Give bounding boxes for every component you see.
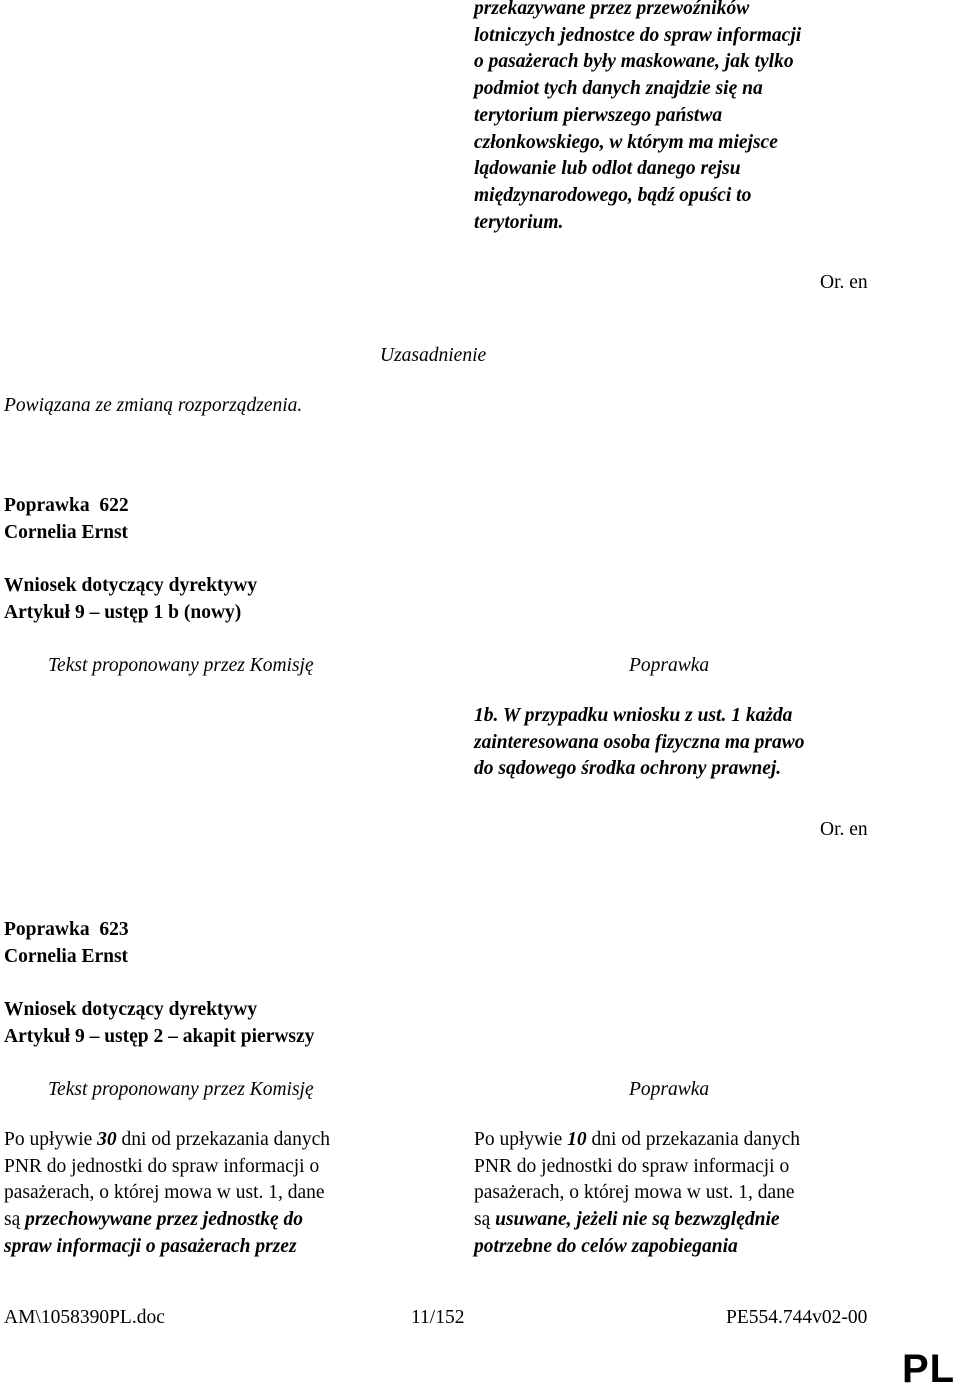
proposal-title: Wniosek dotyczący dyrektywy <box>4 575 258 596</box>
text-line: przekazywane przez przewoźników <box>474 0 750 19</box>
column-header-commission: Tekst proponowany przez Komisję <box>48 1079 314 1100</box>
origin-language: Or. en <box>820 272 868 293</box>
justification-text: Powiązana ze zmianą rozporządzenia. <box>4 395 303 416</box>
text-line: członkowskiego, w którym ma miejsce <box>474 131 778 153</box>
text-line: pasażerach, o której mowa w ust. 1, dane <box>4 1182 325 1204</box>
text-line: do sądowego środka ochrony prawnej. <box>474 758 782 780</box>
column-header-amendment: Poprawka <box>629 1079 710 1100</box>
text-line: 1b. W przypadku wniosku z ust. 1 każda <box>474 705 793 726</box>
text-line: lądowanie lub odlot danego rejsu <box>474 158 741 180</box>
article-reference: Artykuł 9 – ustęp 1 b (nowy) <box>4 602 242 623</box>
text-line: spraw informacji o pasażerach przez <box>4 1235 297 1257</box>
amendment-number: Poprawka 623 <box>4 919 129 940</box>
text-line: o pasażerach były maskowane, jak tylko <box>474 51 794 73</box>
justification-heading: Uzasadnienie <box>380 345 487 366</box>
proposal-title: Wniosek dotyczący dyrektywy <box>4 999 258 1020</box>
text-line: pasażerach, o której mowa w ust. 1, dane <box>474 1182 795 1204</box>
continuation-text <box>474 0 874 236</box>
origin-language: Or. en <box>820 819 868 840</box>
text-line: są usuwane, jeżeli nie są bezwzględnie <box>474 1209 780 1231</box>
commission-text <box>4 1127 404 1261</box>
text-line: międzynarodowego, bądź opuści to <box>474 184 752 206</box>
text-line: potrzebne do celów zapobiegania <box>474 1235 738 1257</box>
text-line: są przechowywane przez jednostkę do <box>4 1209 303 1231</box>
text-line: lotniczych jednostce do spraw informacji <box>474 24 802 46</box>
language-badge: PL <box>902 1347 956 1391</box>
amendment-text <box>474 703 874 783</box>
document-reference: AM\1058390PL.doc <box>4 1307 165 1328</box>
column-header-commission: Tekst proponowany przez Komisję <box>48 655 314 676</box>
text-line: Po upływie 30 dni od przekazania danych <box>4 1129 330 1150</box>
text-line: terytorium. <box>474 211 564 233</box>
text-line: PNR do jednostki do spraw informacji o <box>474 1155 790 1177</box>
article-reference: Artykuł 9 – ustęp 2 – akapit pierwszy <box>4 1026 315 1047</box>
text-line: podmiot tych danych znajdzie się na <box>474 78 763 100</box>
text-line: terytorium pierwszego państwa <box>474 104 723 126</box>
page-number: 11/152 <box>411 1307 465 1328</box>
amendment-author: Cornelia Ernst <box>4 946 129 967</box>
amendment-author: Cornelia Ernst <box>4 522 129 543</box>
text-line: zainteresowana osoba fizyczna ma prawo <box>474 731 805 753</box>
column-header-amendment: Poprawka <box>629 655 710 676</box>
amendment-number: Poprawka 622 <box>4 495 129 516</box>
amendment-text <box>474 1127 874 1261</box>
text-line: PNR do jednostki do spraw informacji o <box>4 1155 320 1177</box>
pe-reference: PE554.744v02-00 <box>726 1307 868 1328</box>
text-line: Po upływie 10 dni od przekazania danych <box>474 1129 800 1150</box>
